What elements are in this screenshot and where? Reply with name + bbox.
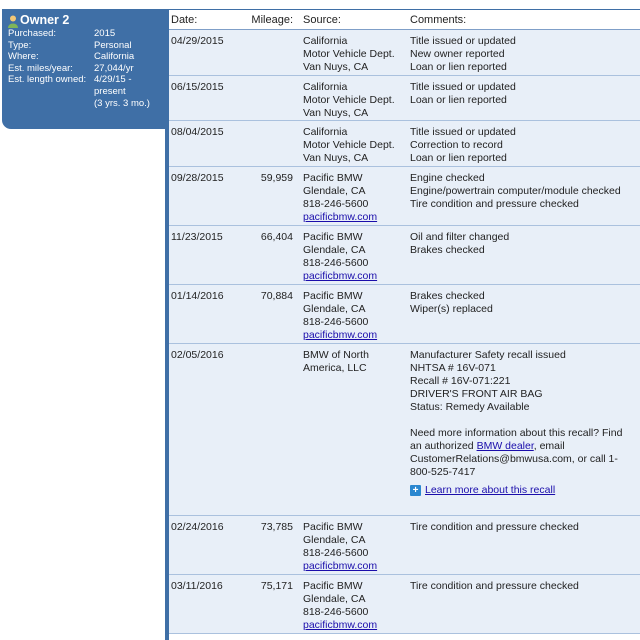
row-mileage: 59,959 bbox=[260, 172, 293, 184]
row-source bbox=[295, 35, 406, 75]
header-source: Source: bbox=[303, 13, 341, 26]
owner-info-value: 4/29/15 - bbox=[94, 74, 132, 86]
comment-line: Loan or lien reported bbox=[410, 152, 507, 164]
comment-line: Manufacturer Safety recall issued bbox=[410, 349, 566, 361]
table-row bbox=[169, 285, 640, 344]
table-row bbox=[169, 575, 640, 634]
comment-line: Title issued or updated bbox=[410, 35, 516, 47]
owner-info-row bbox=[2, 98, 165, 110]
owner-info-value: 27,044/yr bbox=[94, 62, 134, 74]
comment-line: Title issued or updated bbox=[410, 126, 516, 138]
source-line: Pacific BMW bbox=[303, 580, 363, 592]
source-link[interactable]: pacificbmw.com bbox=[303, 270, 378, 282]
owner-info-value: Personal bbox=[94, 39, 132, 51]
source-line: Motor Vehicle Dept. bbox=[303, 94, 395, 106]
owner-info-row bbox=[2, 74, 165, 86]
row-source bbox=[295, 521, 406, 574]
table-body bbox=[169, 30, 640, 634]
owner-info-label: Est. length owned: bbox=[8, 74, 87, 86]
row-mileage bbox=[229, 349, 295, 515]
comment-line: Loan or lien reported bbox=[410, 61, 507, 73]
source-line: 818-246-5600 bbox=[303, 257, 369, 269]
comment-line: New owner reported bbox=[410, 48, 505, 60]
comment-line: Brakes checked bbox=[410, 290, 485, 302]
row-date: 04/29/2015 bbox=[171, 35, 224, 47]
row-comments bbox=[406, 290, 636, 343]
source-link[interactable]: pacificbmw.com bbox=[303, 619, 378, 631]
source-line: 818-246-5600 bbox=[303, 606, 369, 618]
table-row bbox=[169, 344, 640, 516]
row-date: 02/24/2016 bbox=[171, 521, 224, 533]
learn-more-link[interactable]: Learn more about this recall bbox=[425, 484, 556, 496]
row-comments bbox=[406, 172, 636, 225]
row-comments bbox=[406, 349, 636, 515]
owner-info-row bbox=[2, 28, 165, 40]
history-table bbox=[165, 9, 640, 640]
owner-info-row bbox=[2, 63, 165, 75]
source-line: Pacific BMW bbox=[303, 172, 363, 184]
owner-info-label bbox=[2, 98, 94, 110]
row-comments bbox=[406, 521, 636, 574]
header-date: Date: bbox=[171, 13, 198, 26]
row-source bbox=[295, 231, 406, 284]
source-line: Glendale, CA bbox=[303, 185, 366, 197]
comment-line: Wiper(s) replaced bbox=[410, 303, 493, 315]
table-row bbox=[169, 121, 640, 167]
source-line: California bbox=[303, 81, 348, 93]
row-mileage bbox=[229, 35, 295, 75]
source-line: California bbox=[303, 126, 348, 138]
row-source bbox=[295, 126, 406, 166]
plus-icon[interactable]: + bbox=[410, 485, 421, 496]
source-line: 818-246-5600 bbox=[303, 316, 369, 328]
owner-panel bbox=[2, 9, 165, 129]
person-icon bbox=[8, 15, 18, 28]
row-source bbox=[295, 81, 406, 120]
source-link[interactable]: pacificbmw.com bbox=[303, 560, 378, 572]
source-line: America, LLC bbox=[303, 362, 367, 374]
source-line: Pacific BMW bbox=[303, 521, 363, 533]
owner-info-list bbox=[2, 28, 165, 109]
row-date: 11/23/2015 bbox=[171, 231, 223, 243]
recall-info-text: Need more information about this recall? Find an authorized BMW dealer, email CustomerRelations@bmwusa.com, or call 1-800-525-7417 bbox=[410, 427, 623, 478]
comment-line: Tire condition and pressure checked bbox=[410, 521, 579, 533]
row-source bbox=[295, 172, 406, 225]
table-row bbox=[169, 76, 640, 121]
source-line: 818-246-5600 bbox=[303, 198, 369, 210]
owner-info-label bbox=[2, 86, 94, 98]
table-row bbox=[169, 516, 640, 575]
source-line: California bbox=[303, 35, 348, 47]
source-line: Van Nuys, CA bbox=[303, 107, 369, 119]
row-source bbox=[295, 349, 406, 515]
source-line: Glendale, CA bbox=[303, 303, 366, 315]
source-line: Van Nuys, CA bbox=[303, 61, 369, 73]
comment-line: Tire condition and pressure checked bbox=[410, 198, 579, 210]
owner-info-value: California bbox=[94, 51, 135, 63]
table-row bbox=[169, 30, 640, 76]
comment-line: Loan or lien reported bbox=[410, 94, 507, 106]
header-comments: Comments: bbox=[410, 13, 467, 26]
learn-more-row[interactable] bbox=[410, 484, 636, 497]
header-mileage: Mileage: bbox=[251, 13, 293, 26]
row-mileage: 70,884 bbox=[260, 290, 293, 302]
source-line: Pacific BMW bbox=[303, 231, 363, 243]
owner-info-value: 2015 bbox=[94, 28, 116, 39]
row-mileage bbox=[229, 126, 295, 166]
source-line: 818-246-5600 bbox=[303, 547, 369, 559]
table-row bbox=[169, 226, 640, 285]
source-line: Van Nuys, CA bbox=[303, 152, 369, 164]
source-line: Glendale, CA bbox=[303, 534, 366, 546]
comment-line: Brakes checked bbox=[410, 244, 485, 256]
source-line: Motor Vehicle Dept. bbox=[303, 139, 395, 151]
owner-title bbox=[2, 9, 165, 28]
source-line: Motor Vehicle Dept. bbox=[303, 48, 395, 60]
comment-line: Correction to record bbox=[410, 139, 503, 151]
owner-title-text: Owner 2 bbox=[20, 13, 70, 27]
row-comments bbox=[406, 35, 636, 75]
table-header bbox=[169, 10, 640, 30]
comment-line: Engine checked bbox=[410, 172, 485, 184]
owner-info-label: Est. miles/year: bbox=[8, 62, 73, 74]
row-mileage: 73,785 bbox=[260, 521, 293, 533]
comment-line: Oil and filter changed bbox=[410, 231, 510, 243]
owner-info-row bbox=[2, 40, 165, 52]
row-date: 02/05/2016 bbox=[171, 349, 224, 361]
comment-line: Engine/powertrain computer/module checked bbox=[410, 185, 621, 197]
source-line: Glendale, CA bbox=[303, 593, 366, 605]
owner-info-row bbox=[2, 51, 165, 63]
row-date: 03/11/2016 bbox=[171, 580, 223, 592]
table-row bbox=[169, 167, 640, 226]
comment-line: Status: Remedy Available bbox=[410, 401, 530, 413]
row-mileage: 66,404 bbox=[260, 231, 293, 243]
row-date: 01/14/2016 bbox=[171, 290, 224, 302]
row-date: 09/28/2015 bbox=[171, 172, 224, 184]
comment-line: NHTSA # 16V-071 bbox=[410, 362, 496, 374]
comment-line: Recall # 16V-071:221 bbox=[410, 375, 511, 387]
row-comments bbox=[406, 580, 636, 633]
owner-info-label: Where: bbox=[8, 51, 39, 63]
owner-info-row bbox=[2, 86, 165, 98]
source-line: Glendale, CA bbox=[303, 244, 366, 256]
row-mileage bbox=[229, 81, 295, 120]
source-line: Pacific BMW bbox=[303, 290, 363, 302]
comment-line: DRIVER'S FRONT AIR BAG bbox=[410, 388, 543, 400]
owner-info-label: Type: bbox=[8, 39, 32, 51]
bmw-dealer-link[interactable]: BMW dealer bbox=[476, 440, 534, 452]
owner-info-value: present bbox=[94, 85, 126, 97]
comment-line: Tire condition and pressure checked bbox=[410, 580, 579, 592]
row-comments bbox=[406, 81, 636, 120]
owner-info-value: (3 yrs. 3 mo.) bbox=[94, 97, 150, 109]
source-link[interactable]: pacificbmw.com bbox=[303, 211, 378, 223]
row-source bbox=[295, 290, 406, 343]
source-line: BMW of North bbox=[303, 349, 369, 361]
row-source bbox=[295, 580, 406, 633]
row-comments bbox=[406, 126, 636, 166]
row-comments bbox=[406, 231, 636, 284]
owner-info-label: Purchased: bbox=[8, 28, 57, 39]
comment-line: Title issued or updated bbox=[410, 81, 516, 93]
row-mileage: 75,171 bbox=[260, 580, 293, 592]
row-date: 06/15/2015 bbox=[171, 81, 224, 93]
row-date: 08/04/2015 bbox=[171, 126, 224, 138]
source-link[interactable]: pacificbmw.com bbox=[303, 329, 378, 341]
